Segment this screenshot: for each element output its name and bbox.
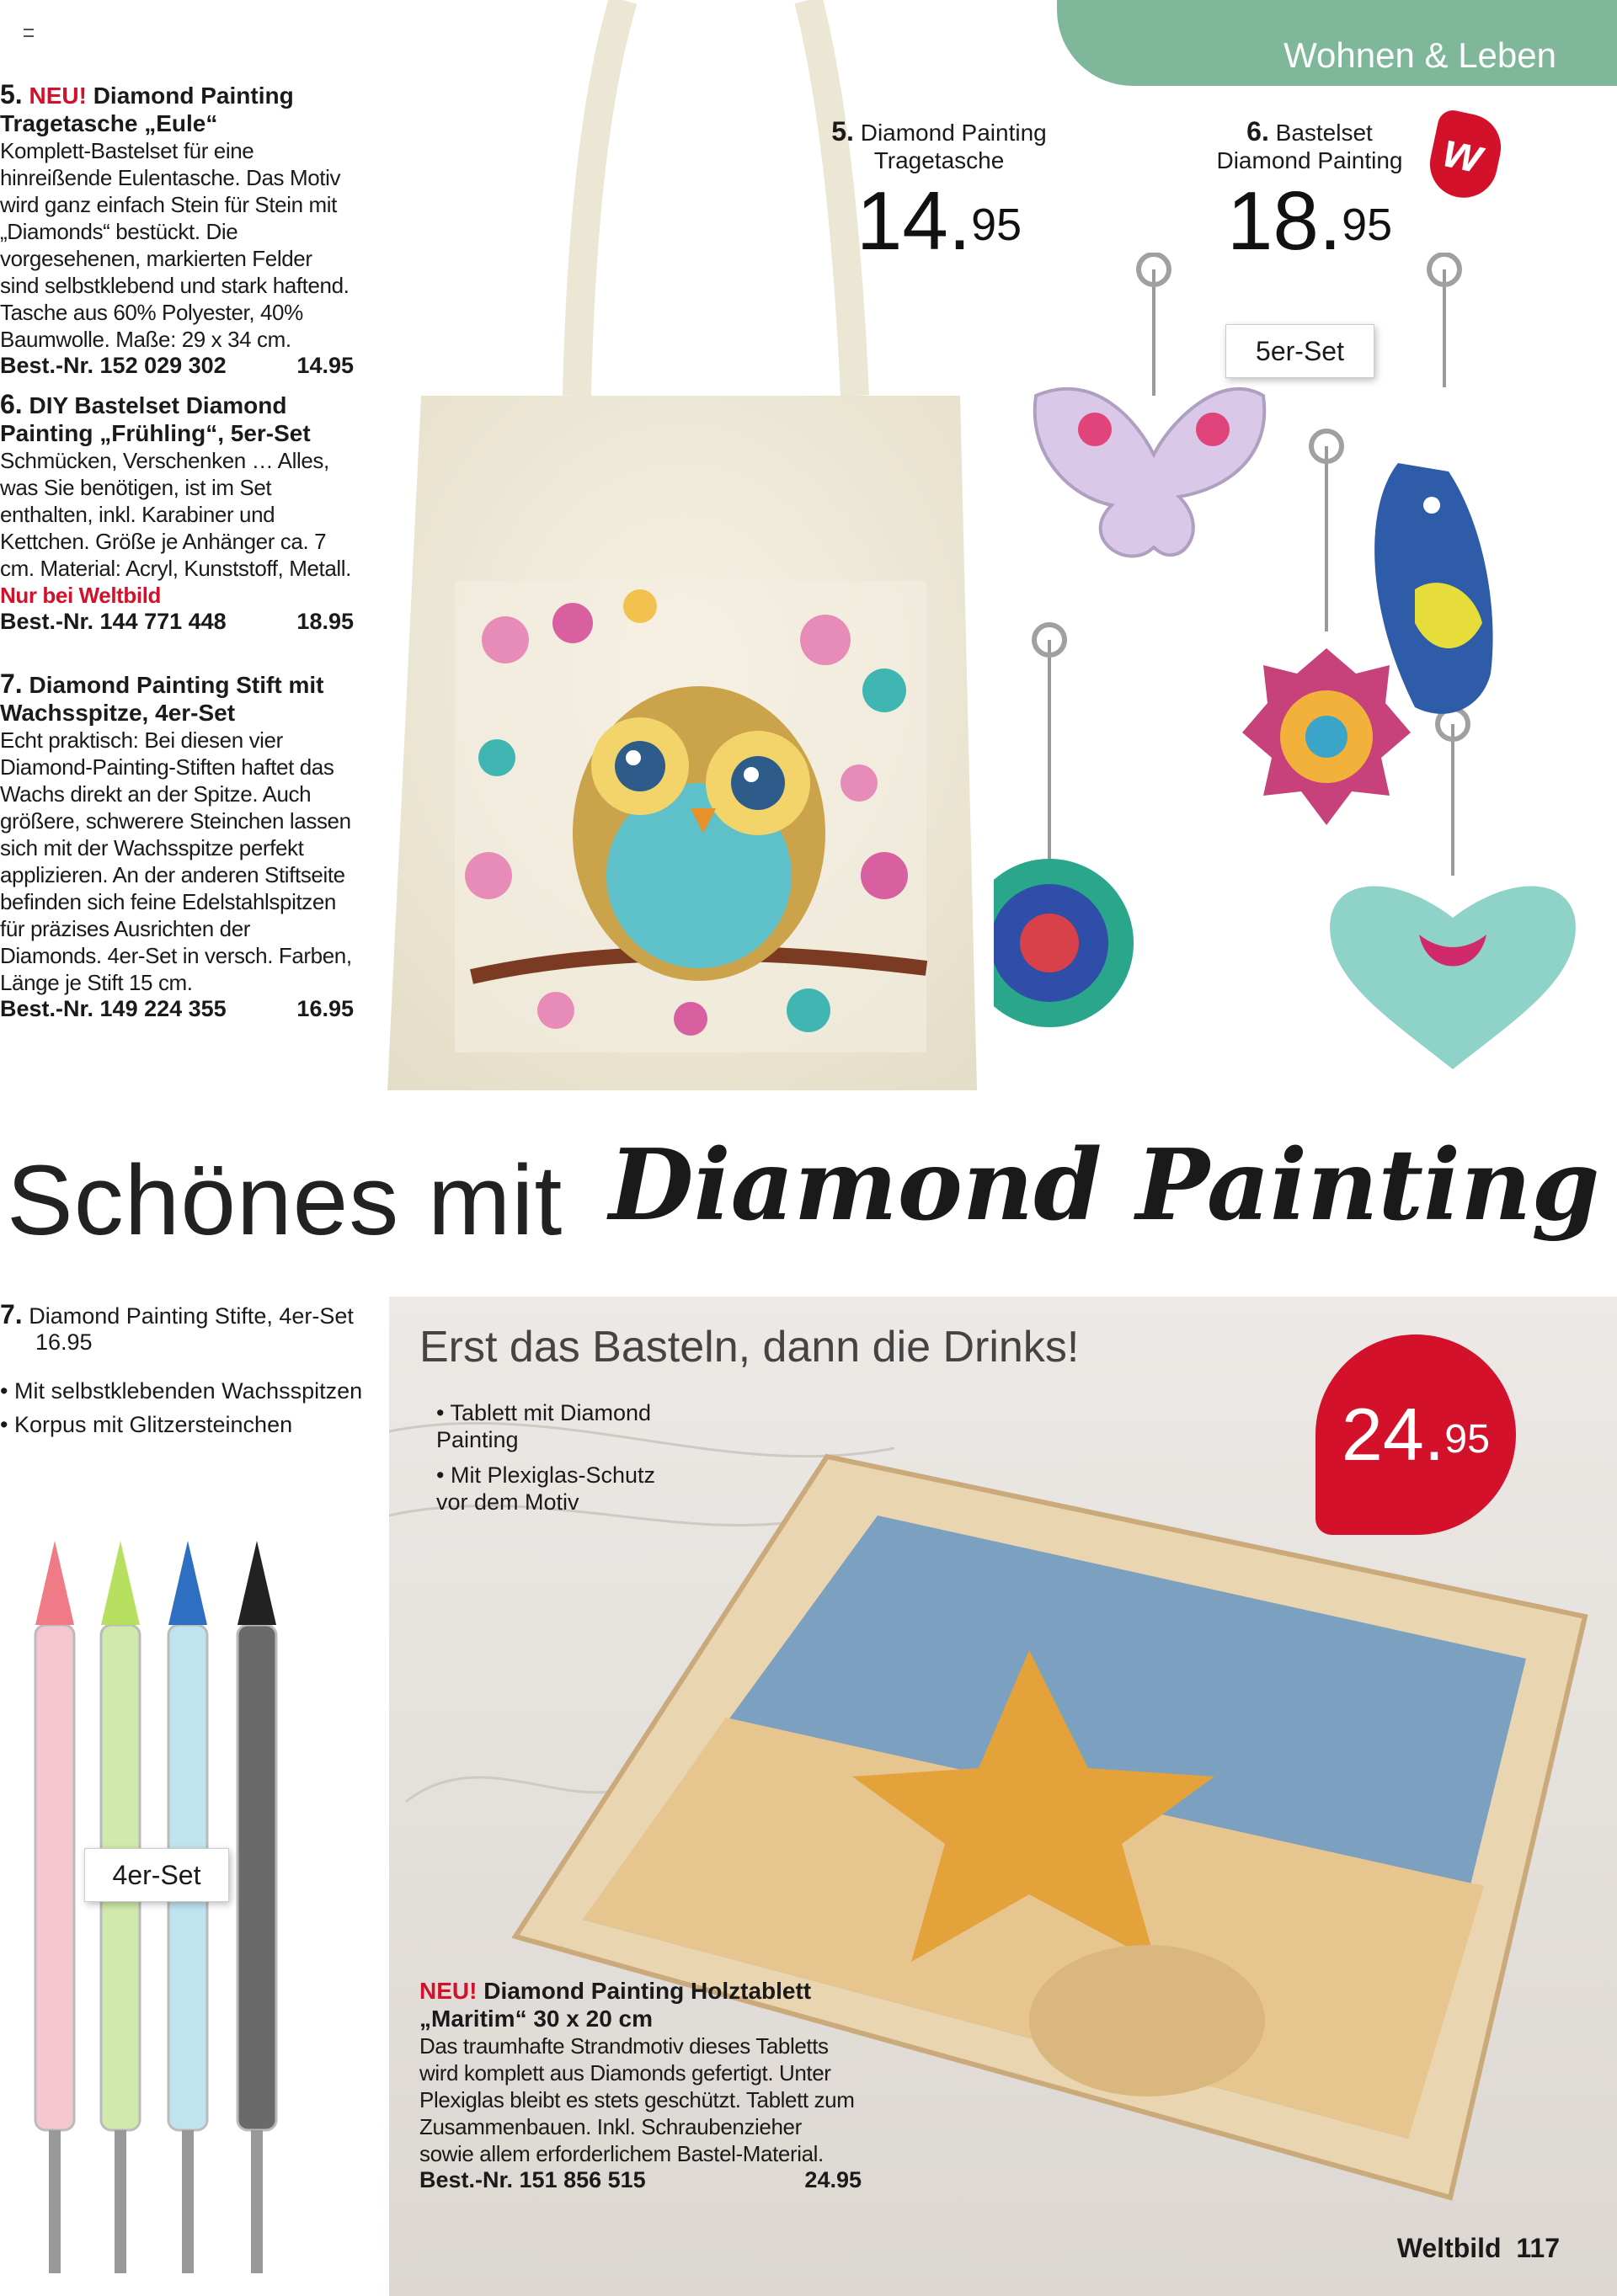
pens-badge: 4er-Set bbox=[84, 1848, 229, 1902]
tray-photo bbox=[389, 1297, 1617, 2296]
product-7-price: 16.95 bbox=[296, 996, 354, 1021]
bag-callout bbox=[821, 118, 1057, 267]
weltbild-logo-w: w bbox=[1438, 122, 1487, 184]
tray-title: Diamond Painting Holztablett „Maritim“ 30 x 20 cm bbox=[419, 1978, 812, 2032]
set-callout-number: 6. bbox=[1246, 116, 1269, 146]
set-callout-label: Bastelset Diamond Painting bbox=[1216, 120, 1403, 173]
product-7-number: 7. bbox=[0, 669, 23, 699]
product-5-order-number: Best.-Nr. 152 029 302 bbox=[0, 353, 227, 378]
product-5-title: Diamond Painting Tragetasche „Eule“ bbox=[0, 83, 294, 136]
product-5-number: 5. bbox=[0, 79, 23, 109]
product-7-order-number: Best.-Nr. 149 224 355 bbox=[0, 996, 227, 1021]
pens-text bbox=[0, 1301, 371, 1438]
tray-bullet-1: • Tablett mit Diamond Painting bbox=[436, 1400, 652, 1452]
tray-price: 24.95 bbox=[804, 2167, 862, 2192]
product-6-title: DIY Bastelset Diamond Painting „Frühling“, 5er-Set bbox=[0, 392, 311, 446]
set-badge: 5er-Set bbox=[1225, 324, 1374, 378]
tray-bullets bbox=[436, 1399, 689, 1516]
bag-callout-price: 14.95 bbox=[856, 174, 1022, 267]
product-7-description: Echt praktisch: Bei diesen vier Diamond-Painting-Stiften haftet das Wachs direkt an der Spitze. Auch größere, schwerere Steinchen lassen sich mit der Wachsspitze perfekt applizieren. An der anderen Stiftseite befinden sich feine Edelstahlspitzen für präzises Ausrichten der Diamonds. 4er-Set in versch. Farben, Länge je Stift 15 cm. bbox=[0, 727, 352, 995]
section-label: Wohnen & Leben bbox=[1283, 35, 1556, 75]
tray-bullet-2: • Mit Plexiglas-Schutz vor dem Motiv bbox=[436, 1462, 656, 1515]
product-7-title: Diamond Painting Stift mit Wachsspitze, 4er-Set bbox=[0, 672, 324, 726]
set-callout-price: 18.95 bbox=[1226, 174, 1393, 267]
page-number: 117 bbox=[1516, 2233, 1560, 2263]
product-5-description: Komplett-Bastelset für eine hinreißende Eulentasche. Das Motiv wird ganz einfach Stein für Stein mit „Diamonds“ bestückt. Die vorgesehenen, markierten Felder sind selbstklebend und stark haftend. Tasche aus 60% Polyester, 40% Baumwolle. Maße: 29 x 34 cm. bbox=[0, 138, 350, 352]
tray-price-badge: 24.95 bbox=[1315, 1334, 1516, 1535]
tray-tagline: Erst das Basteln, dann die Drinks! bbox=[419, 1323, 1080, 1372]
headline-part1: Schönes mit bbox=[7, 1145, 563, 1256]
pens-bullet-1: • Mit selbstklebenden Wachsspitzen bbox=[0, 1378, 363, 1404]
page-footer bbox=[1397, 2233, 1560, 2264]
tray-order-number: Best.-Nr. 151 856 515 bbox=[419, 2167, 646, 2192]
tray-product-text bbox=[419, 1977, 862, 2193]
product-5-text bbox=[0, 81, 354, 379]
pens-number: 7. bbox=[0, 1299, 23, 1329]
product-6-number: 6. bbox=[0, 389, 23, 419]
product-5-new-badge: NEU! bbox=[29, 83, 87, 109]
product-5-price: 14.95 bbox=[296, 353, 354, 378]
product-7-text bbox=[0, 670, 354, 1022]
set-callout bbox=[1204, 118, 1415, 267]
footer-brand: Weltbild bbox=[1396, 2233, 1502, 2263]
bag-callout-label: Diamond Painting Tragetasche bbox=[860, 120, 1047, 173]
product-6-text bbox=[0, 391, 354, 635]
pens-label: Diamond Painting Stifte, 4er-Set bbox=[29, 1303, 354, 1329]
tray-description: Das traumhafte Strandmotiv dieses Tabletts wird komplett aus Diamonds gefertigt. Unter Plexiglas bleibt es stets geschützt. Tablett zum Zusammenbauen. Inkl. Schraubenzieher sowie allem erforderlichem Bastel-Material. bbox=[419, 2033, 855, 2166]
weltbild-logo bbox=[1423, 108, 1507, 204]
corner-marker bbox=[24, 29, 34, 37]
tray-new-badge: NEU! bbox=[419, 1978, 478, 2004]
section-tab bbox=[1057, 0, 1617, 86]
pens-bullet-2: • Korpus mit Glitzersteinchen bbox=[0, 1412, 293, 1437]
pens-price: 16.95 bbox=[35, 1329, 93, 1355]
product-6-exclusive: Nur bei Weltbild bbox=[0, 583, 162, 608]
product-6-order-number: Best.-Nr. 144 771 448 bbox=[0, 609, 227, 634]
keychain-set-image bbox=[994, 253, 1600, 1111]
headline bbox=[7, 1128, 1607, 1271]
pens-image bbox=[17, 1532, 295, 2290]
bag-callout-number: 5. bbox=[831, 116, 854, 146]
product-6-price: 18.95 bbox=[296, 609, 354, 634]
headline-part2: Diamond Painting bbox=[609, 1128, 1600, 1243]
product-6-description: Schmücken, Verschenken … Alles, was Sie benötigen, ist im Set enthalten, inkl. Karabiner und Kettchen. Größe je Anhänger ca. 7 cm. Material: Acryl, Kunststoff, Metall. bbox=[0, 448, 351, 581]
